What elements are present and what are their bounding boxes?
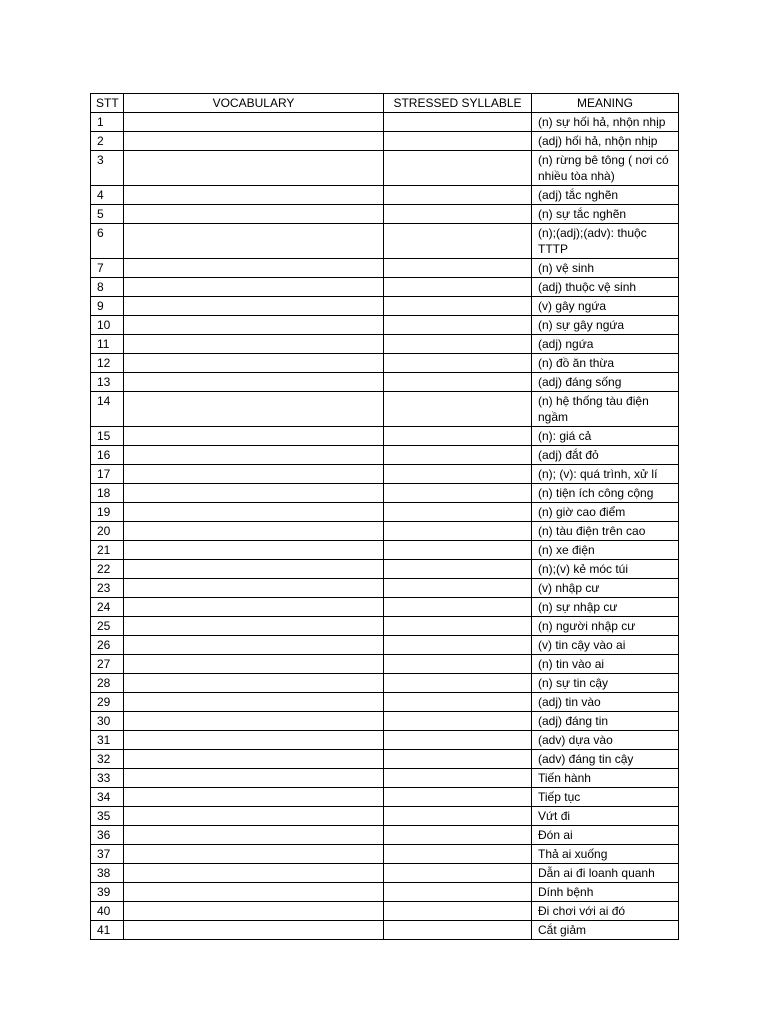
row-number: 6 xyxy=(91,224,124,259)
table-row xyxy=(91,224,679,259)
vocabulary-cell xyxy=(124,446,384,465)
meaning-cell: (n) sự nhập cư xyxy=(532,598,679,617)
vocabulary-cell xyxy=(124,335,384,354)
meaning-cell: (n) vệ sinh xyxy=(532,259,679,278)
stressed-syllable-cell xyxy=(384,902,532,921)
vocabulary-cell xyxy=(124,503,384,522)
table-row xyxy=(91,826,679,845)
meaning-cell: (n) rừng bê tông ( nơi có nhiều tòa nhà) xyxy=(532,151,679,186)
meaning-cell: (n) người nhập cư xyxy=(532,617,679,636)
meaning-cell: (adj) đáng tin xyxy=(532,712,679,731)
vocabulary-cell xyxy=(124,674,384,693)
meaning-cell: Thả ai xuống xyxy=(532,845,679,864)
meaning-cell: (n) hệ thống tàu điện ngầm xyxy=(532,392,679,427)
meaning-cell: (adj) ngứa xyxy=(532,335,679,354)
vocabulary-cell xyxy=(124,316,384,335)
table-row xyxy=(91,845,679,864)
vocabulary-cell xyxy=(124,788,384,807)
vocabulary-cell xyxy=(124,354,384,373)
stressed-syllable-cell xyxy=(384,224,532,259)
stressed-syllable-cell xyxy=(384,259,532,278)
stressed-syllable-cell xyxy=(384,132,532,151)
table-row xyxy=(91,807,679,826)
stressed-syllable-cell xyxy=(384,297,532,316)
meaning-cell: (n): giá cả xyxy=(532,427,679,446)
stressed-syllable-cell xyxy=(384,712,532,731)
stressed-syllable-cell xyxy=(384,151,532,186)
vocabulary-cell xyxy=(124,259,384,278)
row-number: 29 xyxy=(91,693,124,712)
meaning-cell: Đón ai xyxy=(532,826,679,845)
stressed-syllable-cell xyxy=(384,446,532,465)
row-number: 12 xyxy=(91,354,124,373)
stressed-syllable-cell xyxy=(384,731,532,750)
stressed-syllable-cell xyxy=(384,335,532,354)
meaning-cell: (n) tàu điện trên cao xyxy=(532,522,679,541)
meaning-cell: Dính bệnh xyxy=(532,883,679,902)
row-number: 31 xyxy=(91,731,124,750)
vocabulary-cell xyxy=(124,712,384,731)
table-row xyxy=(91,731,679,750)
stressed-syllable-cell xyxy=(384,392,532,427)
vocabulary-cell xyxy=(124,522,384,541)
stressed-syllable-cell xyxy=(384,465,532,484)
meaning-cell: (adv) đáng tin cậy xyxy=(532,750,679,769)
meaning-cell: (n) sự tắc nghẽn xyxy=(532,205,679,224)
stressed-syllable-cell xyxy=(384,788,532,807)
stressed-syllable-cell xyxy=(384,864,532,883)
header-stt: STT xyxy=(91,94,124,113)
stressed-syllable-cell xyxy=(384,807,532,826)
vocabulary-cell xyxy=(124,373,384,392)
vocabulary-cell xyxy=(124,297,384,316)
stressed-syllable-cell xyxy=(384,373,532,392)
row-number: 39 xyxy=(91,883,124,902)
row-number: 4 xyxy=(91,186,124,205)
table-row xyxy=(91,151,679,186)
row-number: 8 xyxy=(91,278,124,297)
meaning-cell: (n) tiện ích công cộng xyxy=(532,484,679,503)
table-row xyxy=(91,902,679,921)
meaning-cell: (n) tin vào ai xyxy=(532,655,679,674)
stressed-syllable-cell xyxy=(384,845,532,864)
stressed-syllable-cell xyxy=(384,541,532,560)
meaning-cell: (n);(v) kẻ móc túi xyxy=(532,560,679,579)
row-number: 37 xyxy=(91,845,124,864)
stressed-syllable-cell xyxy=(384,186,532,205)
stressed-syllable-cell xyxy=(384,883,532,902)
meaning-cell: (v) gây ngứa xyxy=(532,297,679,316)
meaning-cell: (adj) thuộc vệ sinh xyxy=(532,278,679,297)
vocabulary-cell xyxy=(124,278,384,297)
row-number: 10 xyxy=(91,316,124,335)
row-number: 11 xyxy=(91,335,124,354)
vocabulary-cell xyxy=(124,151,384,186)
vocabulary-cell xyxy=(124,750,384,769)
stressed-syllable-cell xyxy=(384,503,532,522)
stressed-syllable-cell xyxy=(384,921,532,940)
header-vocabulary: VOCABULARY xyxy=(124,94,384,113)
table-row xyxy=(91,750,679,769)
meaning-cell: (adv) dựa vào xyxy=(532,731,679,750)
row-number: 27 xyxy=(91,655,124,674)
table-row xyxy=(91,522,679,541)
stressed-syllable-cell xyxy=(384,636,532,655)
vocabulary-cell xyxy=(124,636,384,655)
meaning-cell: Tiến hành xyxy=(532,769,679,788)
stressed-syllable-cell xyxy=(384,655,532,674)
stressed-syllable-cell xyxy=(384,560,532,579)
row-number: 16 xyxy=(91,446,124,465)
stressed-syllable-cell xyxy=(384,826,532,845)
meaning-cell: (n) giờ cao điểm xyxy=(532,503,679,522)
stressed-syllable-cell xyxy=(384,427,532,446)
row-number: 22 xyxy=(91,560,124,579)
vocabulary-cell xyxy=(124,883,384,902)
stressed-syllable-cell xyxy=(384,579,532,598)
row-number: 25 xyxy=(91,617,124,636)
stressed-syllable-cell xyxy=(384,522,532,541)
table-row xyxy=(91,617,679,636)
row-number: 36 xyxy=(91,826,124,845)
row-number: 24 xyxy=(91,598,124,617)
stressed-syllable-cell xyxy=(384,674,532,693)
table-row xyxy=(91,598,679,617)
table-row xyxy=(91,446,679,465)
row-number: 18 xyxy=(91,484,124,503)
table-row xyxy=(91,297,679,316)
table-row xyxy=(91,674,679,693)
row-number: 32 xyxy=(91,750,124,769)
table-row xyxy=(91,655,679,674)
meaning-cell: (v) tin cậy vào ai xyxy=(532,636,679,655)
table-body xyxy=(91,113,679,940)
row-number: 5 xyxy=(91,205,124,224)
vocabulary-cell xyxy=(124,205,384,224)
table-row xyxy=(91,392,679,427)
table-row xyxy=(91,113,679,132)
meaning-cell: (n) sự tin cậy xyxy=(532,674,679,693)
vocabulary-cell xyxy=(124,693,384,712)
table-row xyxy=(91,484,679,503)
table-row xyxy=(91,693,679,712)
row-number: 38 xyxy=(91,864,124,883)
meaning-cell: Đi chơi với ai đó xyxy=(532,902,679,921)
stressed-syllable-cell xyxy=(384,598,532,617)
table-row xyxy=(91,712,679,731)
row-number: 21 xyxy=(91,541,124,560)
vocabulary-cell xyxy=(124,769,384,788)
table-row xyxy=(91,769,679,788)
table-row xyxy=(91,278,679,297)
row-number: 1 xyxy=(91,113,124,132)
meaning-cell: (n);(adj);(adv): thuộc TTTP xyxy=(532,224,679,259)
row-number: 33 xyxy=(91,769,124,788)
header-stressed-syllable: STRESSED SYLLABLE xyxy=(384,94,532,113)
row-number: 41 xyxy=(91,921,124,940)
vocabulary-cell xyxy=(124,560,384,579)
header-meaning: MEANING xyxy=(532,94,679,113)
stressed-syllable-cell xyxy=(384,750,532,769)
vocabulary-cell xyxy=(124,864,384,883)
table-header-row xyxy=(91,94,679,113)
meaning-cell: (adj) hối hả, nhộn nhịp xyxy=(532,132,679,151)
meaning-cell: (adj) tắc nghẽn xyxy=(532,186,679,205)
stressed-syllable-cell xyxy=(384,769,532,788)
meaning-cell: (n) sự gây ngứa xyxy=(532,316,679,335)
meaning-cell: (n) xe điện xyxy=(532,541,679,560)
stressed-syllable-cell xyxy=(384,205,532,224)
row-number: 15 xyxy=(91,427,124,446)
vocabulary-cell xyxy=(124,807,384,826)
meaning-cell: (adj) tin vào xyxy=(532,693,679,712)
stressed-syllable-cell xyxy=(384,484,532,503)
table-row xyxy=(91,921,679,940)
vocabulary-cell xyxy=(124,655,384,674)
row-number: 17 xyxy=(91,465,124,484)
table-row xyxy=(91,354,679,373)
vocabulary-cell xyxy=(124,132,384,151)
vocabulary-cell xyxy=(124,427,384,446)
vocabulary-cell xyxy=(124,484,384,503)
meaning-cell: Cắt giảm xyxy=(532,921,679,940)
stressed-syllable-cell xyxy=(384,278,532,297)
table-row xyxy=(91,864,679,883)
stressed-syllable-cell xyxy=(384,113,532,132)
meaning-cell: (v) nhập cư xyxy=(532,579,679,598)
stressed-syllable-cell xyxy=(384,316,532,335)
meaning-cell: (adj) đáng sống xyxy=(532,373,679,392)
vocabulary-cell xyxy=(124,224,384,259)
row-number: 26 xyxy=(91,636,124,655)
meaning-cell: (n); (v): quá trình, xử lí xyxy=(532,465,679,484)
vocabulary-cell xyxy=(124,598,384,617)
table-row xyxy=(91,427,679,446)
row-number: 19 xyxy=(91,503,124,522)
row-number: 13 xyxy=(91,373,124,392)
row-number: 23 xyxy=(91,579,124,598)
table-row xyxy=(91,316,679,335)
vocabulary-cell xyxy=(124,921,384,940)
vocabulary-cell xyxy=(124,392,384,427)
meaning-cell: (adj) đắt đỏ xyxy=(532,446,679,465)
vocabulary-cell xyxy=(124,826,384,845)
vocabulary-cell xyxy=(124,541,384,560)
vocabulary-cell xyxy=(124,731,384,750)
table-row xyxy=(91,373,679,392)
stressed-syllable-cell xyxy=(384,693,532,712)
table-row xyxy=(91,788,679,807)
vocabulary-cell xyxy=(124,845,384,864)
row-number: 35 xyxy=(91,807,124,826)
vocabulary-cell xyxy=(124,465,384,484)
table-row xyxy=(91,205,679,224)
row-number: 9 xyxy=(91,297,124,316)
table-row xyxy=(91,541,679,560)
vocabulary-cell xyxy=(124,186,384,205)
table-row xyxy=(91,579,679,598)
table-row xyxy=(91,132,679,151)
meaning-cell: Vứt đi xyxy=(532,807,679,826)
meaning-cell: Dẫn ai đi loanh quanh xyxy=(532,864,679,883)
table-row xyxy=(91,883,679,902)
vocabulary-cell xyxy=(124,113,384,132)
row-number: 40 xyxy=(91,902,124,921)
table-row xyxy=(91,186,679,205)
stressed-syllable-cell xyxy=(384,617,532,636)
vocabulary-cell xyxy=(124,617,384,636)
meaning-cell: (n) đồ ăn thừa xyxy=(532,354,679,373)
meaning-cell: Tiếp tục xyxy=(532,788,679,807)
row-number: 3 xyxy=(91,151,124,186)
table-row xyxy=(91,503,679,522)
row-number: 28 xyxy=(91,674,124,693)
row-number: 20 xyxy=(91,522,124,541)
row-number: 14 xyxy=(91,392,124,427)
meaning-cell: (n) sự hối hả, nhộn nhịp xyxy=(532,113,679,132)
table-row xyxy=(91,636,679,655)
table-row xyxy=(91,560,679,579)
table-row xyxy=(91,465,679,484)
row-number: 2 xyxy=(91,132,124,151)
vocabulary-cell xyxy=(124,579,384,598)
row-number: 34 xyxy=(91,788,124,807)
row-number: 30 xyxy=(91,712,124,731)
row-number: 7 xyxy=(91,259,124,278)
stressed-syllable-cell xyxy=(384,354,532,373)
vocabulary-table xyxy=(90,93,679,940)
vocabulary-cell xyxy=(124,902,384,921)
table-row xyxy=(91,335,679,354)
table-row xyxy=(91,259,679,278)
